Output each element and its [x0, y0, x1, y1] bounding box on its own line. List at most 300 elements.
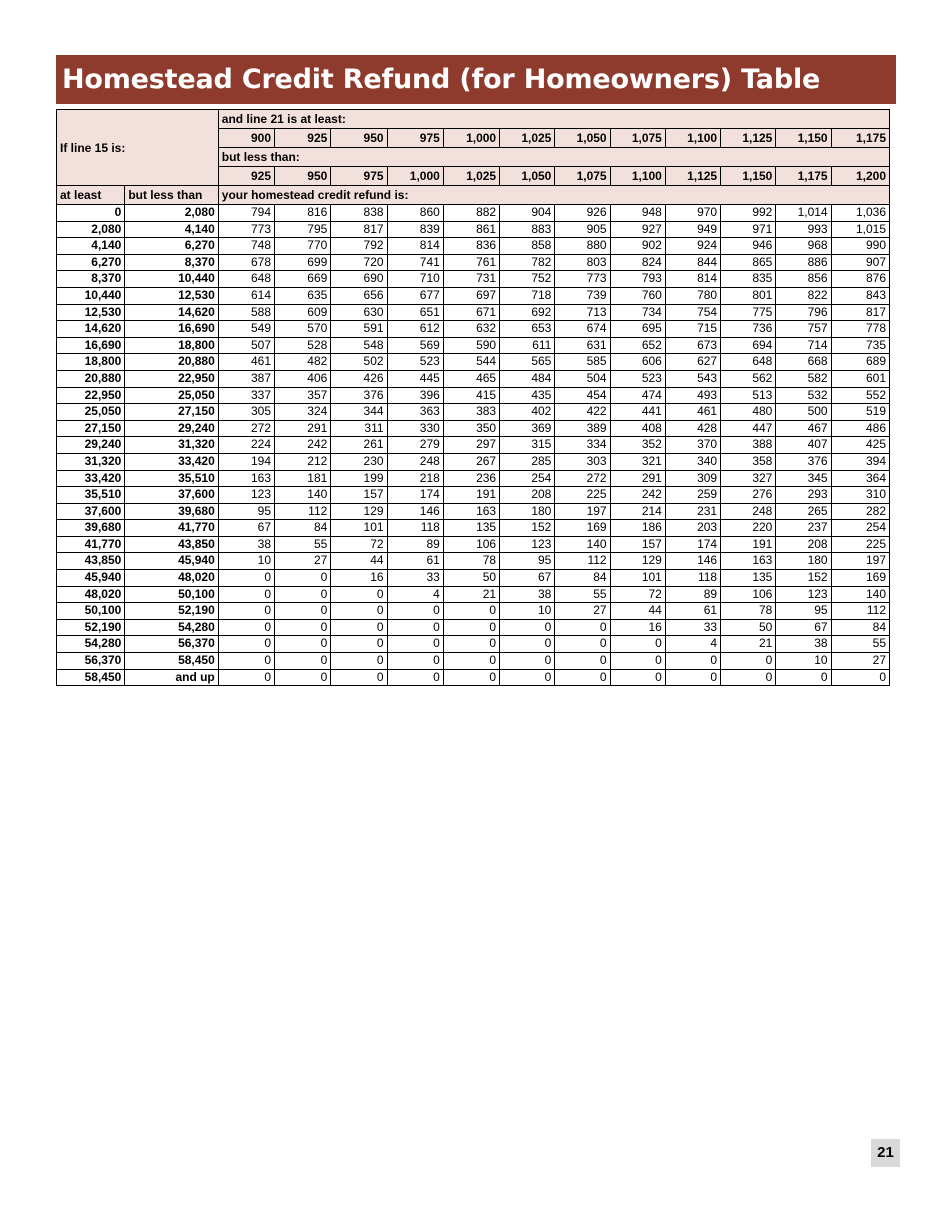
- refund-cell: 95: [218, 503, 274, 520]
- refund-cell: 678: [218, 254, 274, 271]
- less-than-cell: 14,620: [125, 304, 218, 321]
- refund-cell: 369: [500, 420, 555, 437]
- less-than-cell: 39,680: [125, 503, 218, 520]
- header-value-cell: 1,125: [721, 129, 776, 148]
- table-row: [57, 470, 890, 487]
- refund-cell: 860: [387, 205, 443, 222]
- less-than-cell: 48,020: [125, 570, 218, 587]
- refund-cell: 38: [776, 636, 831, 653]
- refund-cell: 0: [275, 570, 331, 587]
- refund-cell: 843: [831, 287, 889, 304]
- refund-cell: 55: [275, 536, 331, 553]
- table-row: [57, 553, 890, 570]
- refund-cell: 844: [665, 254, 720, 271]
- refund-cell: 297: [443, 437, 499, 454]
- refund-cell: 38: [218, 536, 274, 553]
- refund-cell: 146: [387, 503, 443, 520]
- refund-cell: 715: [665, 321, 720, 338]
- refund-cell: 415: [443, 387, 499, 404]
- refund-cell: 754: [665, 304, 720, 321]
- refund-cell: 406: [275, 370, 331, 387]
- refund-cell: 0: [218, 586, 274, 603]
- refund-cell: 778: [831, 321, 889, 338]
- header-value-cell: 1,025: [500, 129, 555, 148]
- header-value-cell: 1,150: [776, 129, 831, 148]
- refund-cell: 474: [610, 387, 665, 404]
- at-least-cell: 45,940: [57, 570, 125, 587]
- refund-cell: 89: [665, 586, 720, 603]
- refund-cell: 169: [555, 520, 610, 537]
- refund-cell: 0: [275, 669, 331, 686]
- refund-cell: 324: [275, 404, 331, 421]
- header-value-cell: 975: [387, 129, 443, 148]
- at-least-cell: 48,020: [57, 586, 125, 603]
- table-row: [57, 619, 890, 636]
- at-least-cell: 20,880: [57, 370, 125, 387]
- at-least-cell: 8,370: [57, 271, 125, 288]
- refund-cell: 407: [776, 437, 831, 454]
- refund-cell: 140: [555, 536, 610, 553]
- refund-cell: 970: [665, 205, 720, 222]
- refund-cell: 674: [555, 321, 610, 338]
- refund-cell: 21: [443, 586, 499, 603]
- refund-cell: 272: [555, 470, 610, 487]
- table-row: [57, 636, 890, 653]
- refund-cell: 180: [500, 503, 555, 520]
- refund-cell: 773: [555, 271, 610, 288]
- less-than-cell: 2,080: [125, 205, 218, 222]
- less-than-cell: 25,050: [125, 387, 218, 404]
- refund-cell: 112: [555, 553, 610, 570]
- header-value-cell: 1,100: [610, 167, 665, 186]
- less-than-cell: 29,240: [125, 420, 218, 437]
- refund-cell: 84: [555, 570, 610, 587]
- refund-cell: 140: [275, 487, 331, 504]
- less-than-cell: 4,140: [125, 221, 218, 238]
- refund-cell: 309: [665, 470, 720, 487]
- refund-cell: 10: [500, 603, 555, 620]
- at-least-cell: 2,080: [57, 221, 125, 238]
- refund-cell: 493: [665, 387, 720, 404]
- page-title: Homestead Credit Refund (for Homeowners) Table: [56, 55, 896, 104]
- refund-cell: 163: [218, 470, 274, 487]
- header-value-cell: 1,075: [555, 167, 610, 186]
- refund-cell: 651: [387, 304, 443, 321]
- refund-cell: 856: [776, 271, 831, 288]
- and-line-label: and line 21 is at least:: [218, 110, 889, 129]
- refund-cell: 199: [331, 470, 387, 487]
- refund-cell: 106: [443, 536, 499, 553]
- at-least-cell: 56,370: [57, 653, 125, 670]
- refund-cell: 50: [443, 570, 499, 587]
- less-than-cell: 12,530: [125, 287, 218, 304]
- refund-cell: 699: [275, 254, 331, 271]
- refund-cell: 236: [443, 470, 499, 487]
- refund-cell: 669: [275, 271, 331, 288]
- header-value-cell: 1,125: [665, 167, 720, 186]
- refund-cell: 992: [721, 205, 776, 222]
- refund-cell: 242: [610, 487, 665, 504]
- refund-cell: 971: [721, 221, 776, 238]
- table-row: [57, 487, 890, 504]
- refund-cell: 1,014: [776, 205, 831, 222]
- refund-cell: 803: [555, 254, 610, 271]
- refund-cell: 927: [610, 221, 665, 238]
- table-row: [57, 669, 890, 686]
- at-least-cell: 50,100: [57, 603, 125, 620]
- header-value-cell: 1,000: [387, 167, 443, 186]
- refund-cell: 0: [331, 603, 387, 620]
- refund-cell: 775: [721, 304, 776, 321]
- refund-cell: 697: [443, 287, 499, 304]
- at-least-cell: 35,510: [57, 487, 125, 504]
- refund-cell: 0: [275, 619, 331, 636]
- refund-cell: 544: [443, 354, 499, 371]
- table-row: [57, 238, 890, 255]
- refund-cell: 671: [443, 304, 499, 321]
- refund-cell: 0: [443, 619, 499, 636]
- refund-cell: 858: [500, 238, 555, 255]
- refund-cell: 585: [555, 354, 610, 371]
- refund-cell: 33: [387, 570, 443, 587]
- at-least-cell: 14,620: [57, 321, 125, 338]
- refund-cell: 817: [331, 221, 387, 238]
- refund-cell: 0: [500, 669, 555, 686]
- refund-cell: 78: [443, 553, 499, 570]
- refund-cell: 0: [387, 636, 443, 653]
- at-least-cell: 4,140: [57, 238, 125, 255]
- refund-cell: 248: [387, 453, 443, 470]
- refund-cell: 673: [665, 337, 720, 354]
- refund-cell: 123: [218, 487, 274, 504]
- refund-cell: 44: [610, 603, 665, 620]
- refund-cell: 50: [721, 619, 776, 636]
- refund-cell: 731: [443, 271, 499, 288]
- refund-cell: 523: [610, 370, 665, 387]
- refund-cell: 519: [831, 404, 889, 421]
- refund-cell: 569: [387, 337, 443, 354]
- refund-cell: 0: [500, 619, 555, 636]
- refund-cell: 817: [831, 304, 889, 321]
- less-than-cell: 18,800: [125, 337, 218, 354]
- refund-cell: 882: [443, 205, 499, 222]
- table-row: [57, 387, 890, 404]
- but-less-than-label: but less than: [125, 186, 218, 205]
- refund-cell: 1,036: [831, 205, 889, 222]
- refund-cell: 838: [331, 205, 387, 222]
- refund-cell: 601: [831, 370, 889, 387]
- refund-cell: 735: [831, 337, 889, 354]
- refund-cell: 839: [387, 221, 443, 238]
- refund-cell: 389: [555, 420, 610, 437]
- less-than-cell: 56,370: [125, 636, 218, 653]
- table-row: [57, 420, 890, 437]
- refund-cell: 905: [555, 221, 610, 238]
- table-row: [57, 354, 890, 371]
- refund-cell: 163: [443, 503, 499, 520]
- refund-cell: 801: [721, 287, 776, 304]
- refund-cell: 695: [610, 321, 665, 338]
- refund-cell: 714: [776, 337, 831, 354]
- refund-cell: 16: [610, 619, 665, 636]
- refund-cell: 773: [218, 221, 274, 238]
- refund-cell: 321: [610, 453, 665, 470]
- refund-cell: 237: [776, 520, 831, 537]
- at-least-cell: 33,420: [57, 470, 125, 487]
- refund-cell: 388: [721, 437, 776, 454]
- refund-cell: 55: [555, 586, 610, 603]
- refund-cell: 276: [721, 487, 776, 504]
- refund-cell: 72: [331, 536, 387, 553]
- refund-cell: 761: [443, 254, 499, 271]
- refund-cell: 0: [275, 603, 331, 620]
- table-row: [57, 453, 890, 470]
- refund-cell: 396: [387, 387, 443, 404]
- at-least-cell: 0: [57, 205, 125, 222]
- header-value-cell: 1,100: [665, 129, 720, 148]
- refund-cell: 95: [776, 603, 831, 620]
- table-row: [57, 653, 890, 670]
- refund-cell: 445: [387, 370, 443, 387]
- refund-cell: 0: [500, 653, 555, 670]
- refund-cell: 532: [776, 387, 831, 404]
- refund-cell: 112: [275, 503, 331, 520]
- at-least-cell: 43,850: [57, 553, 125, 570]
- refund-cell: 523: [387, 354, 443, 371]
- refund-cell: 344: [331, 404, 387, 421]
- refund-cell: 352: [610, 437, 665, 454]
- refund-cell: 186: [610, 520, 665, 537]
- refund-cell: 0: [610, 669, 665, 686]
- refund-cell: 694: [721, 337, 776, 354]
- refund-cell: 225: [831, 536, 889, 553]
- header-value-cell: 1,000: [443, 129, 499, 148]
- refund-cell: 0: [387, 619, 443, 636]
- refund-cell: 461: [218, 354, 274, 371]
- refund-cell: 10: [218, 553, 274, 570]
- refund-cell: 794: [218, 205, 274, 222]
- refund-cell: 630: [331, 304, 387, 321]
- refund-cell: 0: [218, 669, 274, 686]
- refund-cell: 0: [610, 653, 665, 670]
- refund-cell: 760: [610, 287, 665, 304]
- refund-cell: 632: [443, 321, 499, 338]
- refund-cell: 652: [610, 337, 665, 354]
- refund-cell: 0: [275, 586, 331, 603]
- refund-cell: 0: [331, 653, 387, 670]
- refund-cell: 816: [275, 205, 331, 222]
- refund-cell: 467: [776, 420, 831, 437]
- refund-cell: 689: [831, 354, 889, 371]
- refund-cell: 303: [555, 453, 610, 470]
- at-least-cell: 37,600: [57, 503, 125, 520]
- at-least-cell: 10,440: [57, 287, 125, 304]
- refund-cell: 169: [831, 570, 889, 587]
- refund-cell: 4: [387, 586, 443, 603]
- refund-cell: 112: [831, 603, 889, 620]
- refund-cell: 0: [555, 653, 610, 670]
- refund-cell: 248: [721, 503, 776, 520]
- refund-cell: 364: [831, 470, 889, 487]
- refund-cell: 191: [443, 487, 499, 504]
- refund-cell: 549: [218, 321, 274, 338]
- refund-cell: 61: [387, 553, 443, 570]
- at-least-cell: 29,240: [57, 437, 125, 454]
- refund-cell: 552: [831, 387, 889, 404]
- refund-cell: 345: [776, 470, 831, 487]
- at-least-cell: 16,690: [57, 337, 125, 354]
- refund-cell: 0: [443, 669, 499, 686]
- refund-cell: 157: [331, 487, 387, 504]
- at-least-cell: 41,770: [57, 536, 125, 553]
- less-than-cell: 16,690: [125, 321, 218, 338]
- refund-cell: 993: [776, 221, 831, 238]
- refund-cell: 224: [218, 437, 274, 454]
- refund-cell: 363: [387, 404, 443, 421]
- refund-cell: 0: [387, 669, 443, 686]
- refund-cell: 146: [665, 553, 720, 570]
- refund-cell: 782: [500, 254, 555, 271]
- refund-cell: 570: [275, 321, 331, 338]
- at-least-cell: 18,800: [57, 354, 125, 371]
- refund-cell: 465: [443, 370, 499, 387]
- refund-cell: 197: [831, 553, 889, 570]
- refund-cell: 880: [555, 238, 610, 255]
- refund-cell: 513: [721, 387, 776, 404]
- refund-cell: 334: [555, 437, 610, 454]
- refund-cell: 225: [555, 487, 610, 504]
- refund-cell: 482: [275, 354, 331, 371]
- refund-cell: 0: [555, 636, 610, 653]
- refund-cell: 55: [831, 636, 889, 653]
- less-than-cell: 52,190: [125, 603, 218, 620]
- refund-cell: 484: [500, 370, 555, 387]
- at-least-cell: 31,320: [57, 453, 125, 470]
- refund-cell: 710: [387, 271, 443, 288]
- header-value-cell: 1,175: [831, 129, 889, 148]
- refund-cell: 402: [500, 404, 555, 421]
- refund-cell: 886: [776, 254, 831, 271]
- refund-cell: 543: [665, 370, 720, 387]
- refund-cell: 123: [776, 586, 831, 603]
- table-row: [57, 520, 890, 537]
- at-least-cell: 25,050: [57, 404, 125, 421]
- header-value-cell: 925: [275, 129, 331, 148]
- refund-cell: 648: [721, 354, 776, 371]
- refund-cell: 612: [387, 321, 443, 338]
- refund-cell: 500: [776, 404, 831, 421]
- refund-cell: 0: [331, 636, 387, 653]
- at-least-cell: 27,150: [57, 420, 125, 437]
- refund-cell: 718: [500, 287, 555, 304]
- refund-cell: 4: [665, 636, 720, 653]
- refund-label: your homestead credit refund is:: [218, 186, 889, 205]
- less-than-cell: 31,320: [125, 437, 218, 454]
- less-than-cell: 35,510: [125, 470, 218, 487]
- header-value-cell: 975: [331, 167, 387, 186]
- table-row: [57, 404, 890, 421]
- refund-cell: 736: [721, 321, 776, 338]
- less-than-cell: 54,280: [125, 619, 218, 636]
- refund-cell: 291: [275, 420, 331, 437]
- refund-cell: 191: [721, 536, 776, 553]
- refund-cell: 218: [387, 470, 443, 487]
- less-than-cell: 10,440: [125, 271, 218, 288]
- refund-cell: 27: [831, 653, 889, 670]
- refund-cell: 677: [387, 287, 443, 304]
- refund-cell: 140: [831, 586, 889, 603]
- refund-cell: 194: [218, 453, 274, 470]
- refund-cell: 486: [831, 420, 889, 437]
- refund-cell: 337: [218, 387, 274, 404]
- refund-cell: 741: [387, 254, 443, 271]
- refund-cell: 428: [665, 420, 720, 437]
- table-row: [57, 586, 890, 603]
- refund-cell: 757: [776, 321, 831, 338]
- table-row: [57, 321, 890, 338]
- refund-cell: 376: [776, 453, 831, 470]
- refund-cell: 118: [387, 520, 443, 537]
- refund-cell: 44: [331, 553, 387, 570]
- table-row: [57, 254, 890, 271]
- refund-cell: 0: [218, 636, 274, 653]
- refund-cell: 157: [610, 536, 665, 553]
- refund-cell: 311: [331, 420, 387, 437]
- refund-cell: 504: [555, 370, 610, 387]
- table-row: [57, 271, 890, 288]
- refund-cell: 95: [500, 553, 555, 570]
- refund-cell: 181: [275, 470, 331, 487]
- refund-cell: 358: [721, 453, 776, 470]
- refund-cell: 0: [443, 653, 499, 670]
- refund-cell: 692: [500, 304, 555, 321]
- less-than-cell: 33,420: [125, 453, 218, 470]
- refund-cell: 16: [331, 570, 387, 587]
- refund-cell: 208: [776, 536, 831, 553]
- header-row-columns: [57, 186, 890, 205]
- table-row: [57, 205, 890, 222]
- refund-cell: 212: [275, 453, 331, 470]
- header-value-cell: 1,200: [831, 167, 889, 186]
- refund-cell: 752: [500, 271, 555, 288]
- refund-cell: 135: [721, 570, 776, 587]
- table-row: [57, 221, 890, 238]
- refund-cell: 106: [721, 586, 776, 603]
- refund-cell: 67: [500, 570, 555, 587]
- refund-cell: 422: [555, 404, 610, 421]
- refund-cell: 383: [443, 404, 499, 421]
- refund-cell: 152: [776, 570, 831, 587]
- refund-cell: 208: [500, 487, 555, 504]
- refund-cell: 1,015: [831, 221, 889, 238]
- refund-cell: 948: [610, 205, 665, 222]
- refund-cell: 27: [275, 553, 331, 570]
- refund-cell: 990: [831, 238, 889, 255]
- refund-cell: 84: [275, 520, 331, 537]
- at-least-cell: 54,280: [57, 636, 125, 653]
- header-value-cell: 950: [331, 129, 387, 148]
- refund-cell: 254: [500, 470, 555, 487]
- refund-cell: 10: [776, 653, 831, 670]
- refund-cell: 152: [500, 520, 555, 537]
- table-row: [57, 287, 890, 304]
- refund-cell: 796: [776, 304, 831, 321]
- refund-cell: 0: [555, 619, 610, 636]
- refund-cell: 904: [500, 205, 555, 222]
- refund-cell: 394: [831, 453, 889, 470]
- refund-cell: 582: [776, 370, 831, 387]
- page-number: 21: [871, 1139, 900, 1167]
